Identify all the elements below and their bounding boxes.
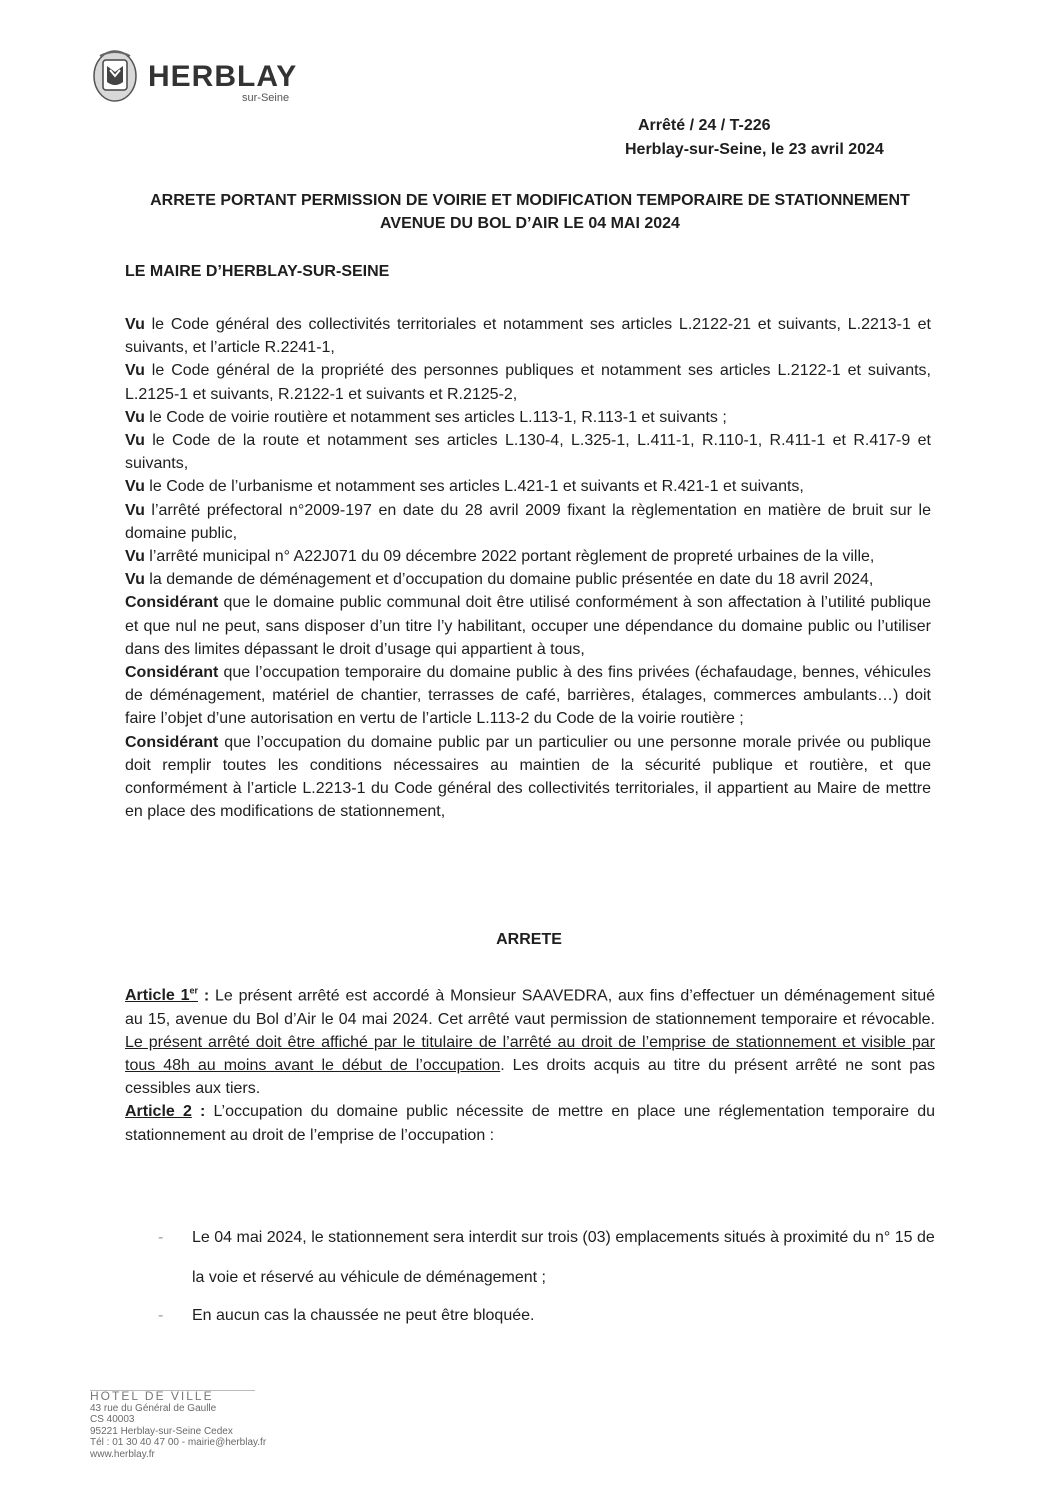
document-title-line-2: AVENUE DU BOL D’AIR LE 04 MAI 2024 <box>380 215 680 232</box>
consideration-paragraph: Vu l’arrêté municipal n° A22J071 du 09 décembre 2022 portant règlement de propreté urbaines de la ville, <box>125 548 875 566</box>
consideration-paragraph: Vu la demande de déménagement et d’occupation du domaine public présentée en date du 18 avril 2024, <box>125 571 874 589</box>
posting-requirement: Le présent arrêté doit être affiché par le titulaire de l’arrêté au droit de l’emprise de stationnement et visible par tous 48h au moins avant le début de l’occupation <box>125 1033 935 1074</box>
article-2: Article 2 : L’occupation du domaine public nécessite de mettre en place une réglementation temporaire du stationnement au droit de l’emprise de l’occupation : <box>125 1103 935 1144</box>
city-logo <box>90 46 320 104</box>
consideration-paragraph: Vu le Code de l’urbanisme et notamment ses articles L.421-1 et suivants et R.421-1 et suivants, <box>125 478 804 496</box>
footer-contact: Tél : 01 30 40 47 00 - mairie@herblay.fr <box>90 1437 267 1449</box>
article-2-title: Article 2 <box>125 1103 192 1121</box>
dash-icon: - <box>158 1307 164 1324</box>
coat-of-arms-icon <box>90 46 140 104</box>
footer-street: 43 rue du Général de Gaulle <box>90 1402 217 1414</box>
articles-section <box>125 980 935 1147</box>
consideration-paragraph: Considérant que l’occupation du domaine public par un particulier ou une personne morale privée ou publique doit remplir toutes les conditions nécessaires au maintien de la sécurité publique et routière, et que conformément à l’article L.2213-1 du Code général des collectivités territoriales, il appartient au Maire de mettre en place des modifications de stationnement, <box>125 733 931 821</box>
consideration-paragraph: Vu le Code général de la propriété des personnes publiques et notamment ses articles L.2122-1 et suivants, L.2125-1 et suivants, R.2122-1 et suivants et R.2125-2, <box>125 362 931 403</box>
logo-name: HERBLAY <box>148 60 298 93</box>
article-1-title: Article 1er <box>125 986 199 1005</box>
consideration-paragraph: Vu le Code de voirie routière et notamment ses articles L.113-1, R.113-1 et suivants ; <box>125 408 727 426</box>
arrete-heading: ARRETE <box>496 931 562 948</box>
measures-list <box>150 1218 950 1325</box>
place-date: Herblay-sur-Seine, le 23 avril 2024 <box>625 141 884 158</box>
list-item: - En aucun cas la chaussée ne peut être bloquée. <box>158 1307 535 1324</box>
list-item: - Le 04 mai 2024, le stationnement sera interdit sur trois (03) emplacements situés à proximité du n° 15 de la voie et réservé au véhicule de déménagement ; <box>150 1218 950 1298</box>
mayor-heading: LE MAIRE D’HERBLAY-SUR-SEINE <box>125 263 390 280</box>
article-1: Article 1er : Le présent arrêté est accordé à Monsieur SAAVEDRA, aux fins d’effectuer un déménagement situé au 15, avenue du Bol d’Air le 04 mai 2024. Cet arrêté vaut permission de stationnement temporaire et révocable. Le présent arrêté doit être affiché par le titulaire de l’arrêté au droit de l’emprise de stationnement et visible par tous 48h au moins avant le début de l’occupation. Les droits acquis au titre du présent arrêté ne sont pas cessibles aux tiers. <box>125 986 936 1098</box>
consideration-paragraph: Considérant que l’occupation temporaire du domaine public à des fins privées (échafaudage, bennes, véhicules de déménagement, matériel de chantier, terrasses de café, barrières, étalages, commerces ambulants…) doit faire l’objet d’une autorisation en vertu de l’article L.113-2 du Code de la voirie routière ; <box>125 664 931 728</box>
consideration-paragraph: Vu l’arrêté préfectoral n°2009-197 en date du 28 avril 2009 fixant la règlementation en matière de bruit sur le domaine public, <box>125 501 931 542</box>
footer-city: 95221 Herblay-sur-Seine Cedex <box>90 1425 233 1437</box>
footer-title: HOTEL DE VILLE <box>90 1390 255 1403</box>
decree-reference: Arrêté / 24 / T-226 <box>638 117 771 134</box>
logo-subtitle: sur-Seine <box>242 92 290 104</box>
document-title-line-1: ARRETE PORTANT PERMISSION DE VOIRIE ET MODIFICATION TEMPORAIRE DE STATIONNEMENT <box>150 192 910 209</box>
footer-website: www.herblay.fr <box>90 1448 155 1460</box>
footer-cs: CS 40003 <box>90 1414 135 1426</box>
consideration-paragraph: Vu le Code général des collectivités territoriales et notamment ses articles L.2122-21 et suivants, L.2213-1 et suivants, et l’article R.2241-1, <box>125 316 931 357</box>
footer-address <box>90 1390 266 1461</box>
consideration-paragraph: Vu le Code de la route et notamment ses articles L.130-4, L.325-1, L.411-1, R.110-1, R.411-1 et R.417-9 et suivants, <box>125 432 931 473</box>
considerations-section <box>125 313 931 823</box>
consideration-paragraph: Considérant que le domaine public communal doit être utilisé conformément à son affectation à l’utilité publique et que nul ne peut, sans disposer d’un titre l’y habilitant, occuper une dépendance du domaine public ou l’utiliser dans des limites dépassant le droit d’usage qui appartient à tous, <box>125 594 931 658</box>
dash-icon: - <box>158 1229 164 1246</box>
